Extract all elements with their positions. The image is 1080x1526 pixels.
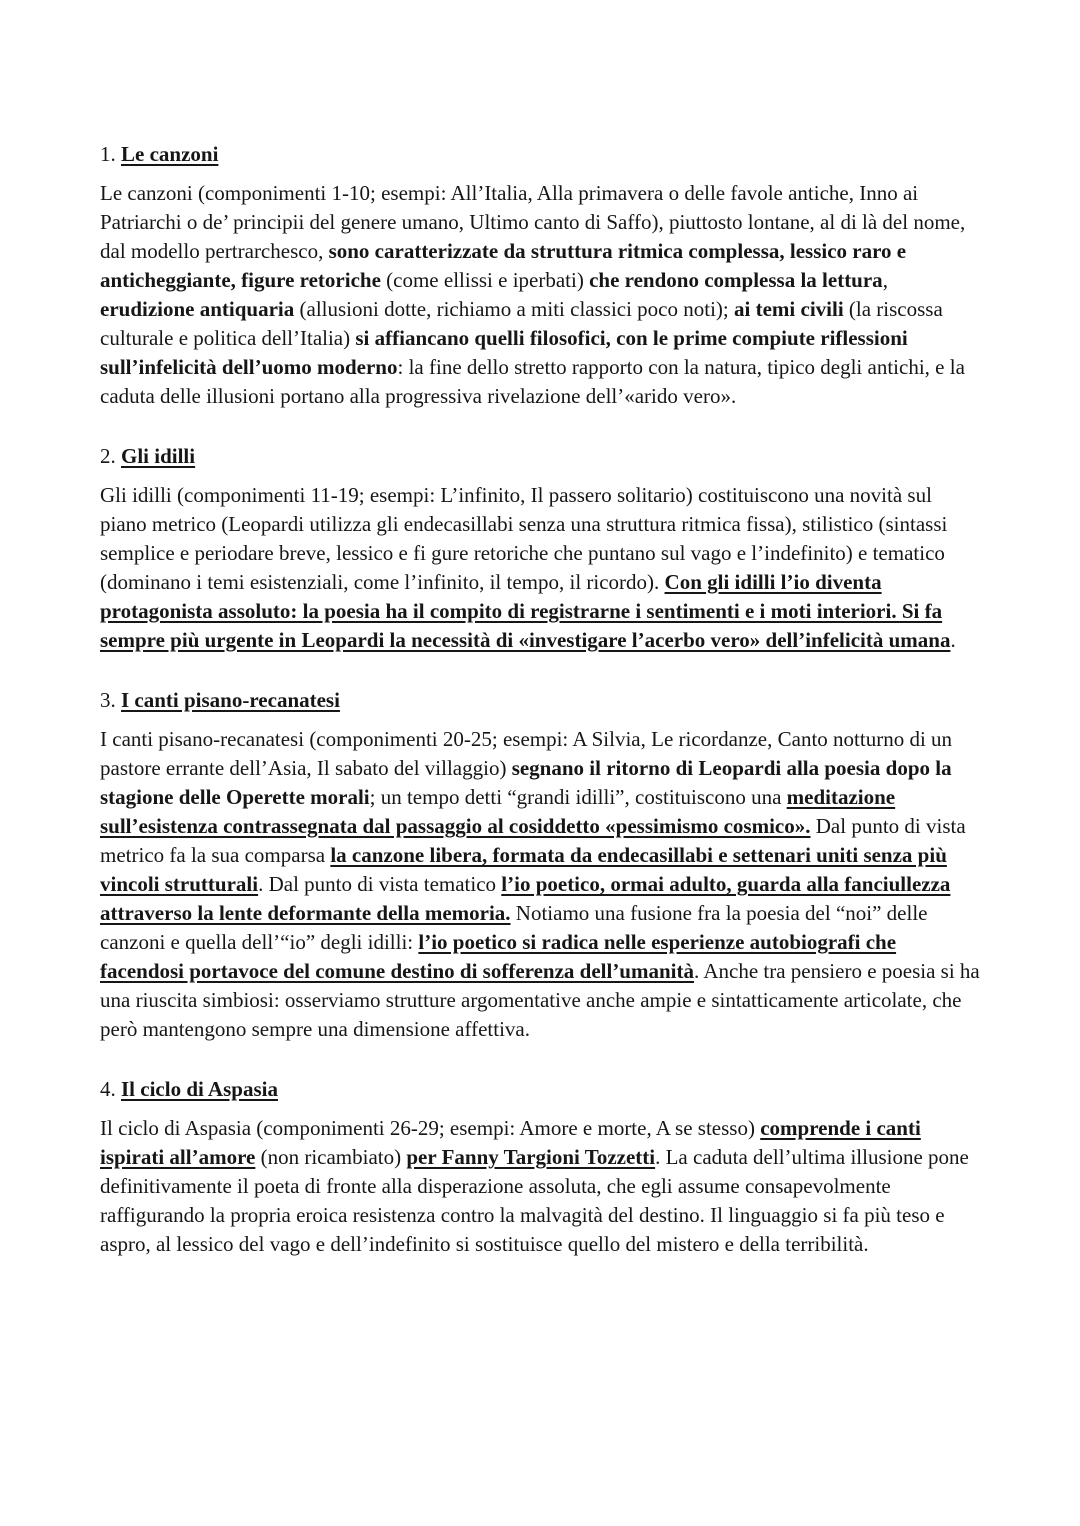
text-run: Dal punto di vista metrico fa la sua comparsa: [100, 814, 966, 867]
text-run: I canti pisano-recanatesi (componimenti 20-25; esempi: A Silvia, Le ricordanze, Canto notturno di un pastore errante dell’Asia, Il sabato del villaggio): [100, 727, 953, 780]
section-heading-4: [100, 1075, 980, 1104]
section-paragraph-1: [100, 179, 980, 411]
text-run: (non ricambiato): [255, 1145, 407, 1169]
text-run: per Fanny Targioni Tozzetti: [406, 1145, 656, 1169]
text-run: Le canzoni (componimenti 1-10; esempi: All’Italia, Alla primavera o delle favole antiche, Inno ai Patriarchi o de’ principii del genere umano, Ultimo canto di Saffo), piuttosto lontane, al di là del nome, dal modello pertrarchesco,: [100, 181, 966, 263]
text-run: Il ciclo di Aspasia (componimenti 26-29; esempi: Amore e morte, A se stesso): [100, 1116, 761, 1140]
heading-number: 1.: [100, 142, 121, 166]
section-paragraph-3: [100, 725, 980, 1044]
text-run: si affiancano quelli filosofici, con le prime compiute riflessioni sull’infelicità dell’uomo moderno: [100, 326, 908, 379]
text-run: ai temi civili: [734, 297, 849, 321]
text-run: Gli idilli (componimenti 11-19; esempi: L’infinito, Il passero solitario) costituiscono una novità sul piano metrico (Leopardi utilizza gli endecasillabi senza una struttura ritmica fissa), stilistico (sintassi semplice e periodare breve, lessico e fi gure retoriche che puntano sul vago e l’indefinito) e tematico (dominano i temi esistenziali, come l’infinito, il tempo, il ricordo).: [100, 483, 948, 594]
text-run: comprende i canti ispirati all’amore: [100, 1116, 921, 1169]
text-run: l’io poetico, ormai adulto, guarda alla fanciullezza attraverso la lente deformante della memoria.: [100, 872, 951, 925]
heading-number: 2.: [100, 444, 121, 468]
section-paragraph-4: [100, 1114, 980, 1259]
section-heading-1: [100, 140, 980, 169]
heading-title: Le canzoni: [121, 142, 219, 166]
text-run: . Dal punto di vista tematico: [258, 872, 502, 896]
heading-number: 3.: [100, 688, 121, 712]
heading-title: I canti pisano-recanatesi: [121, 688, 340, 712]
section-paragraph-2: [100, 481, 980, 655]
document-body: [100, 140, 980, 1259]
text-run: erudizione antiquaria: [100, 297, 300, 321]
heading-title: Gli idilli: [121, 444, 196, 468]
text-run: segnano il ritorno di Leopardi alla poesia dopo la stagione delle Operette morali: [100, 756, 952, 809]
section-heading-2: [100, 442, 980, 471]
section-heading-3: [100, 686, 980, 715]
text-run: sono caratterizzate da struttura ritmica complessa, lessico raro e anticheggiante, figure retoriche: [100, 239, 907, 292]
text-run: .: [950, 628, 956, 652]
text-run: Con gli idilli l’io diventa protagonista assoluto: la poesia ha il compito di registrarne i sentimenti e i moti interiori. Si fa sempre più urgente in Leopardi la necessità di «investigare l’acerbo vero» dell’infelicità umana: [100, 570, 951, 652]
text-run: (la riscossa culturale e politica dell’Italia): [100, 297, 943, 350]
heading-title: Il ciclo di Aspasia: [121, 1077, 278, 1101]
text-run: . La caduta dell’ultima illusione pone definitivamente il poeta di fronte alla disperazione assoluta, che egli assume consapevolmente raffigurando la propria eroica resistenza contro la malvagità del destino. Il linguaggio si fa più teso e aspro, al lessico del vago e dell’indefinito si sostituisce quello del mistero e della terribilità.: [100, 1145, 969, 1256]
text-run: : la fine dello stretto rapporto con la natura, tipico degli antichi, e la caduta delle illusioni portano alla progressiva rivelazione dell’«arido vero».: [100, 355, 965, 408]
text-run: Notiamo una fusione fra la poesia del “noi” delle canzoni e quella dell’“io” degli idilli:: [100, 901, 928, 954]
heading-number: 4.: [100, 1077, 121, 1101]
text-run: la canzone libera, formata da endecasillabi e settenari uniti senza più vincoli strutturali: [100, 843, 947, 896]
text-run: ,: [882, 268, 888, 292]
text-run: l’io poetico si radica nelle esperienze autobiografi che facendosi portavoce del comune destino di sofferenza dell’umanità: [100, 930, 897, 983]
text-run: che rendono complessa la lettura: [589, 268, 883, 292]
text-run: meditazione sull’esistenza contrassegnata dal passaggio al cosiddetto «pessimismo cosmico».: [100, 785, 896, 838]
text-run: ; un tempo detti “grandi idilli”, costituiscono una: [369, 785, 787, 809]
text-run: (come ellissi e iperbati): [386, 268, 590, 292]
text-run: . Anche tra pensiero e poesia si ha una riuscita simbiosi: osserviamo strutture argomentative anche ampie e sintatticamente articolate, che però mantengono sempre una dimensione affettiva.: [100, 959, 980, 1041]
text-run: (allusioni dotte, richiamo a miti classici poco noti);: [299, 297, 735, 321]
